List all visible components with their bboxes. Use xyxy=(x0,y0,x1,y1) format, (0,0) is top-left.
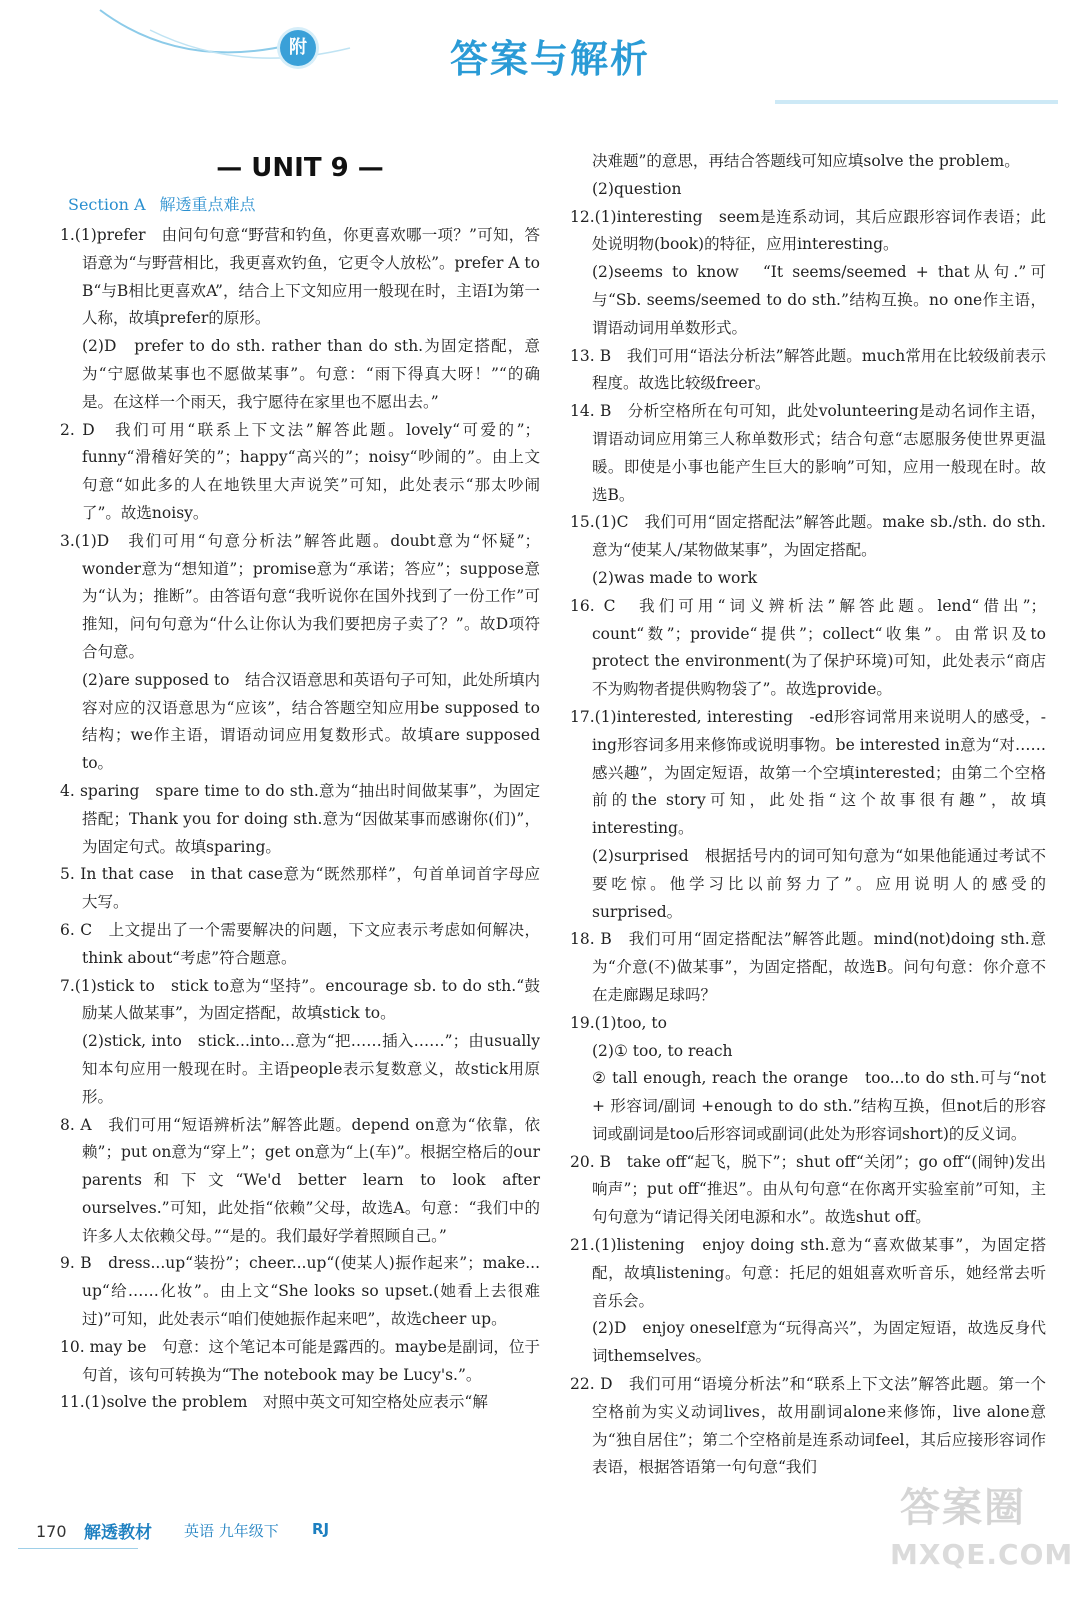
header-rule xyxy=(775,100,1058,104)
answer-entry: 17.(1)interested, interesting -ed形容词常用来说明人的感受，-ing形容词多用来修饰或说明事物。be interested in意为“对……感兴趣”，为固定短语，故第一个空填interested；由第二个空格前的the story可知，此处指“这个故事很有趣”，故填interesting。 xyxy=(570,707,1046,838)
answer-entry: 5. In that case in that case意为“既然那样”，句首单词首字母应大写。 xyxy=(60,865,540,912)
answer-entry: (2)① too, to reach xyxy=(592,1041,733,1060)
book-subject: 英语 九年级下 xyxy=(184,1522,279,1540)
page-header xyxy=(0,0,1088,110)
answer-entry: 16. C 我们可用“词义辨析法”解答此题。lend“借出”；count“数”；provide“提供”；collect“收集”。由常识及to protect the environment(为了保护环境)可知，此处表示“商店不为购物者提供购物袋了”。故选provide。 xyxy=(570,596,1046,699)
answer-entry: 10. may be 句意：这个笔记本可能是露西的。maybe是副词，位于句首，该句可转换为“The notebook may be Lucy's.”。 xyxy=(60,1337,540,1384)
answer-entry: 1.(1)prefer 由问句句意“野营和钓鱼，你更喜欢哪一项？”可知，答语意为“与野营相比，我更喜欢钓鱼，它更令人放松”。prefer A to B“与B相比更喜欢A”，结合上下文知应用一般现在时，主语I为第一人称，故填prefer的原形。 xyxy=(60,226,540,328)
answer-entry: (2)was made to work xyxy=(592,568,758,587)
right-answer-list xyxy=(570,148,1046,1482)
section-label: Section A xyxy=(68,195,146,214)
page-number: 170 xyxy=(36,1522,67,1541)
answer-entry: 19.(1)too, to xyxy=(570,1013,667,1032)
right-column xyxy=(570,148,1046,1482)
page-footer xyxy=(0,1485,1088,1600)
answer-entry: 7.(1)stick to stick to意为“坚持”。encourage sb. to do sth.“鼓励某人做某事”，为固定搭配，故填stick to。 xyxy=(60,976,540,1023)
answer-entry: 6. C 上文提出了一个需要解决的问题，下文应表示考虑如何解决，think about“考虑”符合题意。 xyxy=(60,920,540,967)
page-title: 答案与解析 xyxy=(450,37,651,81)
answer-entry: 14. B 分析空格所在句可知，此处volunteering是动名词作主语，谓语动词应用第三人称单数形式；结合句意“志愿服务使世界更温暖。即使是小事也能产生巨大的影响”可知，应用一般现在时。故选B。 xyxy=(570,402,1046,504)
watermark-logo: 答案圈 xyxy=(900,1485,1026,1531)
answer-entry: (2)question xyxy=(592,179,682,198)
footer-rule xyxy=(18,1548,138,1549)
left-answer-list xyxy=(60,222,540,1417)
answer-entry: 9. B dress...up“装扮”；cheer...up“(使某人)振作起来”；make... up“给……化妆”。由上文“She looks so upset.(她看上去很难过)”可知，此处表示“咱们使她振作起来吧”，故选cheer up。 xyxy=(60,1254,540,1329)
answer-entry: 4. sparing spare time to do sth.意为“抽出时间做某事”，为固定搭配；Thank you for doing sth.意为“因做某事而感谢你(们)”，为固定句式。故填sparing。 xyxy=(60,781,540,856)
answer-entry: (2)are supposed to 结合汉语意思和英语句子可知，此处所填内容对应的汉语意思为“应该”，结合答题空知应用be supposed to结构；we作主语，谓语动词应用复数形式。故填are supposed to。 xyxy=(82,670,540,773)
answer-entry: (2)surprised 根据括号内的词可知句意为“如果他能通过考试不要吃惊。他学习比以前努力了”。应用说明人的感受的surprised。 xyxy=(592,846,1046,921)
answer-entry: (2)D enjoy oneself意为“玩得高兴”，为固定短语，故选反身代词themselves。 xyxy=(592,1319,1046,1366)
section-subtitle: 解透重点难点 xyxy=(159,195,256,214)
answer-entry: (2)stick, into stick...into...意为“把……插入……”；由usually知本句应用一般现在时。主语people表示复数意义，故stick用原形。 xyxy=(82,1032,540,1106)
answer-entry: 2. D 我们可用“联系上下文法”解答此题。lovely“可爱的”；funny“滑稽好笑的”；happy“高兴的”；noisy“吵闹的”。由上文句意“如此多的人在地铁里大声说笑”可知，此处表示“那太吵闹了”。故选noisy。 xyxy=(60,420,540,522)
watermark xyxy=(880,1476,1074,1596)
answer-entry: 18. B 我们可用“固定搭配法”解答此题。mind(not)doing sth.意为“介意(不)做某事”，为固定搭配，故选B。问句句意：你介意不在走廊踢足球吗？ xyxy=(570,930,1046,1004)
answer-entry: (2)seems to know “It seems/seemed + that从句.”可与“Sb. seems/seemed to do sth.”结构互换。no one作主语，谓语动词用单数形式。 xyxy=(592,263,1046,337)
answer-entry: 13. B 我们可用“语法分析法”解答此题。much常用在比较级前表示程度。故选比较级freer。 xyxy=(570,346,1046,393)
appendix-badge: 附 xyxy=(280,30,316,66)
answer-entry: 20. B take off“起飞，脱下”；shut off“关闭”；go off“(闹钟)发出响声”；put off“推迟”。由从句句意“在你离开实验室前”可知，主句句意为“请记得关闭电源和水”。故选shut off。 xyxy=(570,1152,1046,1227)
answer-entry: 22. D 我们可用“语境分析法”和“联系上下文法”解答此题。第一个空格前为实义动词lives，故用副词alone来修饰，live alone意为“独自居住”；第二个空格前是连系动词feel，其后应接形容词作表语，根据答语第一句句意“我们 xyxy=(570,1375,1046,1477)
answer-entry: 12.(1)interesting seem是连系动词，其后应跟形容词作表语；此处说明物(book)的特征，应用interesting。 xyxy=(570,207,1046,254)
answer-entry: 11.(1)solve the problem 对照中英文可知空格处应表示“解 xyxy=(60,1393,488,1412)
answer-entry: (2)D prefer to do sth. rather than do sth.为固定搭配，意为“宁愿做某事也不愿做某事”。句意：“雨下得真大呀！”“的确是。在这样一个雨天，我宁愿待在家里也不愿出去。” xyxy=(82,337,540,411)
answer-entry: 15.(1)C 我们可用“固定搭配法”解答此题。make sb./sth. do sth.意为“使某人/某物做某事”，为固定搭配。 xyxy=(570,513,1046,560)
header-decoration-icon xyxy=(90,0,410,80)
watermark-url: MXQE.COM xyxy=(890,1538,1074,1571)
left-column xyxy=(60,148,540,1417)
book-edition: RJ xyxy=(312,1520,330,1538)
answer-entry: ② tall enough, reach the orange too...to do sth.可与“not + 形容词/副词 +enough to do sth.”结构互换，但not后的形容词或副词是too后形容词或副词(此处为形容词short)的反义词。 xyxy=(592,1069,1046,1143)
answer-entry: 3.(1)D 我们可用“句意分析法”解答此题。doubt意为“怀疑”；wonder意为“想知道”；promise意为“承诺；答应”；suppose意为“认为；推断”。由答语句意“我听说你在国外找到了一份工作”可推知，问句句意为“什么让你认为我们要把房子卖了？”。故D项符合句意。 xyxy=(60,531,540,661)
unit-title: — UNIT 9 — xyxy=(216,153,384,183)
book-title: 解透教材 xyxy=(84,1523,152,1543)
answer-entry: 21.(1)listening enjoy doing sth.意为“喜欢做某事”，为固定搭配，故填listening。句意：托尼的姐姐喜欢听音乐，她经常去听音乐会。 xyxy=(570,1236,1046,1310)
answer-entry: 8. A 我们可用“短语辨析法”解答此题。depend on意为“依靠，依赖”；put on意为“穿上”；get on意为“上(车)”。根据空格后的our parents和下文“We'd better learn to look after ourselves.”可知，此处指“依赖”父母，故选A。句意：“我们中的许多人太依赖父母。”“是的。我们最好学着照顾自己。” xyxy=(60,1115,540,1245)
answer-entry: 决难题”的意思，再结合答题线可知应填solve the problem。 xyxy=(592,152,1020,170)
section-heading xyxy=(68,192,540,218)
